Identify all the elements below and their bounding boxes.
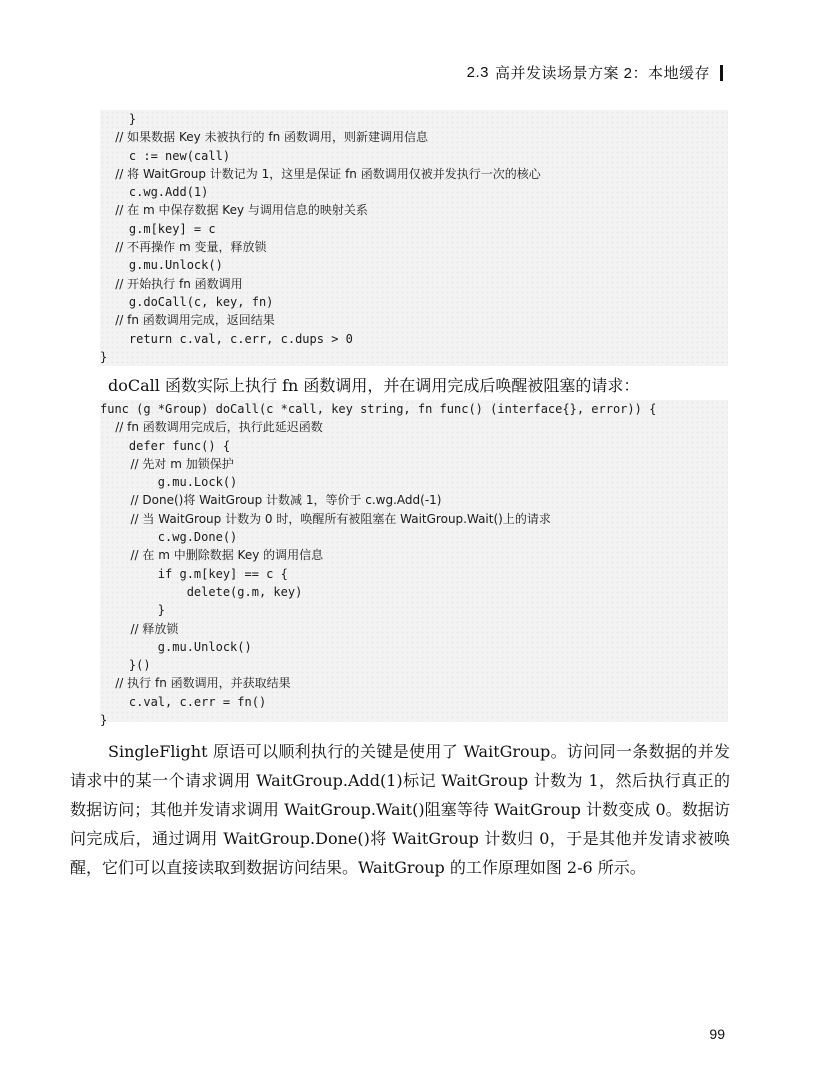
code-comment-line: // 不再操作 m 变量，释放锁 — [100, 240, 267, 255]
code-line: func (g *Group) doCall(c *call, key string, fn func() (interface{}, error)) { — [100, 402, 657, 416]
code-line: if g.m[key] == c { — [100, 566, 288, 581]
running-header — [467, 62, 723, 83]
paragraph-waitgroup-explanation: SingleFlight 原语可以顺利执行的关键是使用了 WaitGroup。访问同一条数据的并发请求中的某一个请求调用 WaitGroup.Add(1)标记 WaitGroup 计数为 1，然后执行真正的数据访问；其他并发请求调用 WaitGroup.Wait()阻塞等待 WaitGroup 计数变成 0。数据访问完成后，通过调用 WaitGroup.Done()将 WaitGroup 计数归 0，于是其他并发请求被唤醒，它们可以直接读取到数据访问结果。WaitGroup 的工作原理如图 2-6 所示。 — [70, 742, 730, 877]
code-line: g.m[key] = c — [100, 221, 216, 236]
code-line: } — [100, 112, 137, 126]
paragraph-docall-intro: doCall 函数实际上执行 fn 函数调用，并在调用完成后唤醒被阻塞的请求： — [108, 376, 640, 395]
code-line: c := new(call) — [100, 148, 231, 163]
code-line: g.mu.Lock() — [100, 475, 238, 490]
code-line: } — [100, 349, 108, 364]
code-block-docall — [100, 400, 728, 728]
code-line: g.mu.Unlock() — [100, 258, 223, 273]
code-comment-line: // fn 函数调用完成，返回结果 — [100, 313, 275, 328]
code-comment-line: // 如果数据 Key 未被执行的 fn 函数调用，则新建调用信息 — [100, 130, 429, 145]
code-line: c.wg.Done() — [100, 530, 238, 545]
page-number: 99 — [709, 1026, 725, 1042]
section-number: 2.3 — [466, 64, 489, 81]
code-comment-line: // 先对 m 加锁保护 — [100, 456, 234, 471]
code-comment-line: // 在 m 中删除数据 Key 的调用信息 — [100, 548, 324, 563]
code-line: return c.val, c.err, c.dups > 0 — [100, 331, 353, 346]
code-line: } — [100, 603, 166, 618]
code-block-set-branch — [100, 110, 728, 366]
code-line: c.wg.Add(1) — [100, 185, 209, 200]
code-line: g.mu.Unlock() — [100, 639, 252, 654]
code-line: defer func() { — [100, 438, 231, 453]
code-line: c.val, c.err = fn() — [100, 694, 267, 709]
code-line: g.doCall(c, key, fn) — [100, 294, 274, 309]
code-comment-line: // 在 m 中保存数据 Key 与调用信息的映射关系 — [100, 203, 368, 218]
code-line: delete(g.m, key) — [100, 584, 303, 599]
header-rule — [720, 65, 723, 81]
code-comment-line: // Done()将 WaitGroup 计数减 1，等价于 c.wg.Add(-1) — [100, 493, 442, 508]
code-comment-line: // fn 函数调用完成后，执行此延迟函数 — [100, 420, 323, 435]
section-title: 高并发读场景方案 2：本地缓存 — [494, 65, 710, 82]
code-comment-line: // 将 WaitGroup 计数记为 1，这里是保证 fn 函数调用仅被并发执行一次的核心 — [100, 166, 541, 181]
code-comment-line: // 释放锁 — [100, 621, 179, 636]
code-comment-line: // 执行 fn 函数调用，并获取结果 — [100, 676, 291, 691]
code-line: }() — [100, 658, 151, 673]
code-line: } — [100, 713, 108, 728]
code-comment-line: // 开始执行 fn 函数调用 — [100, 276, 243, 291]
code-comment-line: // 当 WaitGroup 计数为 0 时，唤醒所有被阻塞在 WaitGroup.Wait()上的请求 — [100, 511, 551, 526]
